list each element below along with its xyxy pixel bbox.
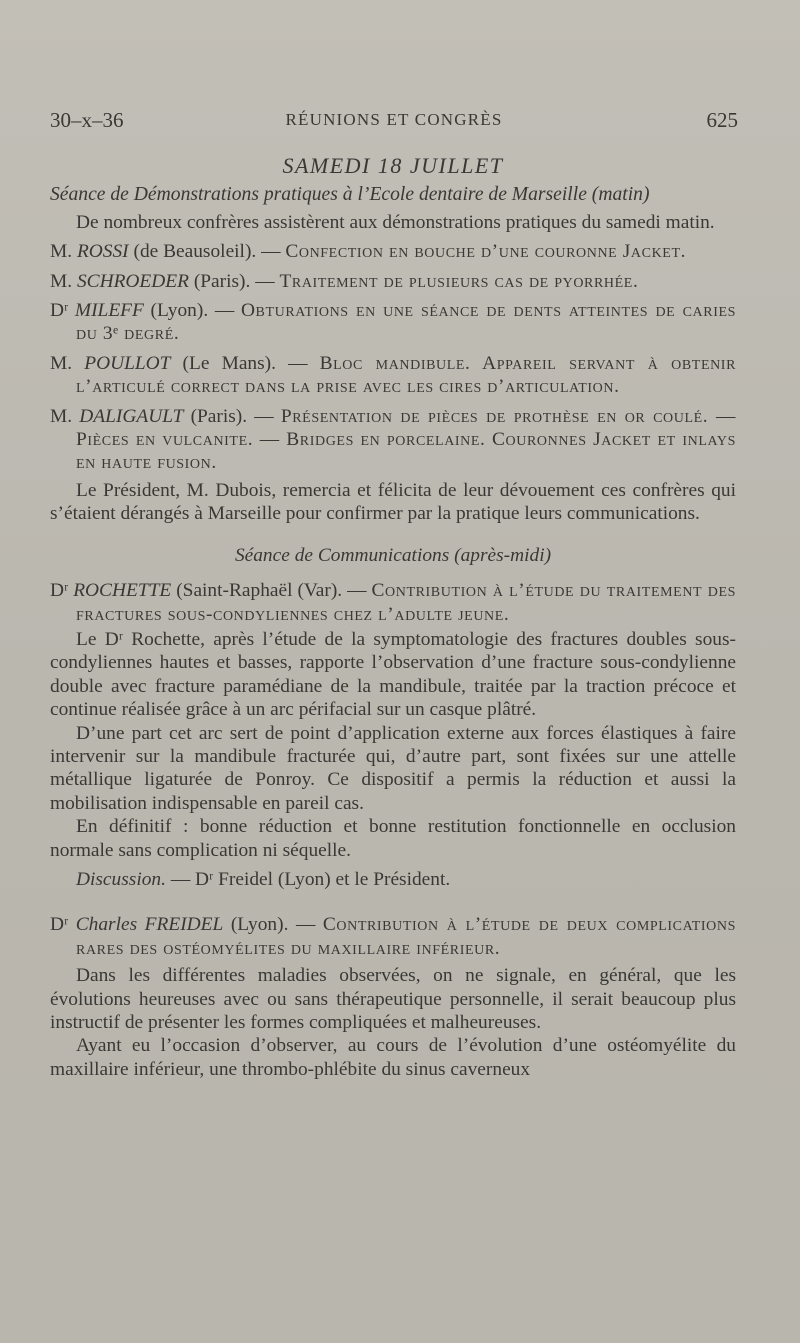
entry-prefix: M. [50, 270, 77, 292]
spacer [50, 891, 736, 907]
entry-place: (de Beausoleil). — [128, 241, 286, 263]
entry-place: (Paris). — [183, 405, 281, 427]
entry-topic: Contribution à l’étude du traitement des fractures sous-condyliennes chez l’adulte jeune. [76, 580, 736, 625]
president-paragraph: Le Président, M. Dubois, remercia et félicita de leur dévouement ces confrères qui s’étaient dérangés à Marseille pour confirmer par la pratique leurs communications. [50, 479, 736, 525]
entry-topic: Bloc mandibule. Appareil servant à obtenir l’articulé correct dans la prise avec les cires d’articulation. [76, 352, 737, 398]
page-number: 625 [706, 108, 738, 132]
rochette-paragraph-1: Le Dʳ Rochette, après l’étude de la symptomatologie des fractures doubles sous-condyliennes hautes et basses, rapporte l’observation d’une fracture sous-condylienne double avec fracture paramédiane de la mandibule, traitée par la traction précoce et continue réalisée grâce à un arc périfacial sur un casque plâtré. [50, 628, 736, 721]
header-date: 30–x–36 [50, 108, 124, 132]
entry-prefix: Dʳ [50, 914, 76, 936]
entry-place: (Paris). — [188, 270, 280, 292]
entry-name: SCHROEDER [76, 270, 189, 292]
seance-demonstrations-intro: De nombreux confrères assistèrent aux démonstrations pratiques du samedi matin. [76, 211, 715, 233]
entry-topic: Confection en bouche d’une couronne Jacket. [285, 241, 687, 263]
entry-place: (Saint-Raphaël (Var). — [171, 580, 372, 602]
rochette-discussion [50, 868, 736, 891]
seance-demonstrations-heading: Séance de Démonstrations pratiques à l’Ecole dentaire de Marseille (matin) [50, 184, 650, 206]
entry-name: MILEFF [74, 300, 144, 322]
entry-place: (Le Mans). — [170, 352, 320, 374]
rochette-paragraph-2: D’une part cet arc sert de point d’application externe aux forces élastiques à faire intervenir sur la mandibule fracturée qui, d’autre part, sont fixées sur une attelle métallique ligaturée de Ponroy. Ce dispositif a permis la réduction et aussi la mobilisation indispensable en pareil cas. [50, 722, 736, 814]
running-header [50, 108, 738, 138]
rochette-paragraph-3: En définitif : bonne réduction et bonne restitution fonctionnelle en occlusion normale sans complication ni séquelle. [50, 816, 736, 861]
day-title: SAMEDI 18 JUILLET [282, 153, 504, 178]
freidel-paragraph-1: Dans les différentes maladies observées, on ne signale, en général, que les évolutions heureuses avec ou sans thérapeutique personnelle, il serait beaucoup plus instructif de présenter les formes compliquées et malheureuses. [50, 965, 736, 1033]
entry-topic: Présentation de pièces de prothèse en or coulé. — Pièces en vulcanite. — Bridges en porcelaine. Couronnes Jacket et inlays en haute fusion. [76, 405, 736, 474]
entry-name: Charles FREIDEL [75, 914, 224, 936]
entry-topic: Contribution à l’étude de deux complications rares des ostéomyélites du maxillaire inférieur. [76, 914, 736, 959]
entry-place: (Lyon). — [223, 914, 323, 936]
entry-topic: Obturations en une séance de dents atteintes de caries du 3ᵉ degré. [76, 300, 736, 345]
entry-name: ROCHETTE [73, 580, 172, 602]
entry-name: ROSSI [76, 241, 129, 263]
entry-prefix: Dʳ [50, 300, 75, 322]
seance-communications-heading: Séance de Communications (après-midi) [234, 544, 552, 566]
header-section-title: RÉUNIONS ET CONGRÈS [285, 110, 503, 129]
entry-prefix: M. [50, 352, 85, 374]
entry-name: POULLOT [84, 352, 171, 374]
entry-poullot [50, 352, 736, 399]
entry-place: (Lyon). — [143, 300, 241, 322]
discussion-text: — Dʳ Freidel (Lyon) et le Président. [165, 868, 451, 890]
entry-topic: Traitement de plusieurs cas de pyorrhée. [279, 270, 639, 292]
entry-name: DALIGAULT [79, 405, 184, 427]
entry-prefix: Dʳ [50, 580, 74, 602]
freidel-paragraph-2: Ayant eu l’occasion d’observer, au cours de l’évolution d’une ostéomyélite du maxillaire inférieur, une thrombo-phlébite du sinus caverneux [50, 1035, 736, 1080]
entry-schroeder [50, 270, 736, 293]
entry-rochette [50, 579, 736, 626]
discussion-label: Discussion. [76, 868, 166, 890]
entry-prefix: M. [50, 241, 77, 263]
entry-daligault [50, 405, 736, 475]
entry-freidel [50, 913, 736, 960]
entry-mileff [50, 299, 736, 346]
entry-prefix: M. [50, 405, 80, 427]
entry-rossi [50, 240, 736, 263]
page-body [50, 150, 736, 1081]
